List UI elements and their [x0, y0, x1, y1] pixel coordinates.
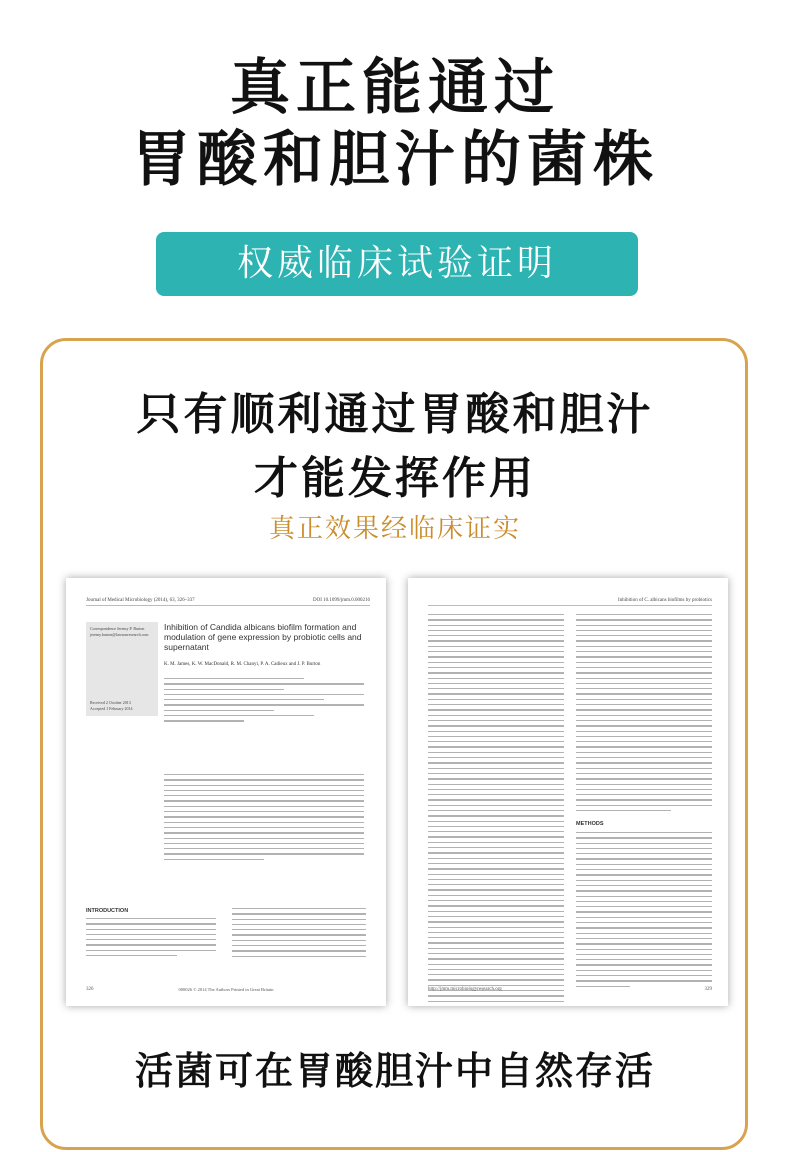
running-title: Inhibition of C. albicans biofilms by probiotics	[617, 598, 712, 603]
sidebar-box	[86, 622, 158, 716]
affiliations-text	[164, 678, 364, 722]
intro-heading: INTRODUCTION	[86, 908, 129, 914]
dates	[90, 700, 154, 712]
body-column-2	[232, 908, 366, 957]
journal-url: http://jmm.microbiologyresearch.org	[428, 987, 502, 992]
card-line-2: 才能发挥作用	[254, 453, 536, 504]
article-title: Inhibition of Candida albicans biofilm formation and modulation of gene expression by probiotic cells and supernatant	[164, 622, 362, 652]
copyright-line: 000026 © 2014 The Authors Printed in Great Britain	[178, 987, 274, 992]
doi: DOI 10.1099/jmm.0.000216	[313, 598, 370, 603]
correspondence: Correspondence Jeremy P. Burton jeremy.burton@lawsonresearch.com	[90, 626, 149, 637]
article-authors: K. M. James, K. W. MacDonald, R. M. Chanyi, P. A. Cadieux and J. P. Burton	[164, 662, 321, 667]
paper-page-right	[408, 578, 728, 1006]
paper-header	[86, 598, 370, 606]
card-note: 真正效果经临床证实	[268, 514, 521, 544]
methods-heading: METHODS	[576, 821, 604, 827]
page-number: 326	[86, 987, 94, 992]
headline-line-1: 真正能通过	[230, 53, 560, 123]
page-footer	[428, 987, 712, 992]
abstract-text	[164, 774, 364, 860]
paper-page-left	[66, 578, 386, 1006]
bottom-caption: 活菌可在胃酸胆汁中自然存活	[134, 1049, 655, 1093]
page-number: 329	[704, 987, 712, 992]
accepted-date: Accepted 1 February 2014	[90, 706, 133, 711]
headline-line-2: 胃酸和胆汁的菌株	[131, 125, 659, 195]
body-column-1	[86, 918, 216, 956]
body-column-2	[576, 614, 712, 811]
journal-name: Journal of Medical Microbiology (2014), 63, 326–337	[86, 598, 195, 603]
methods-text	[576, 832, 712, 987]
clinical-trial-banner: 权威临床试验证明	[156, 232, 638, 296]
card-line-1: 只有顺利通过胃酸和胆汁	[136, 389, 654, 440]
paper-header	[428, 598, 712, 606]
received-date: Received 2 October 2013	[90, 700, 131, 705]
body-column-1	[428, 614, 564, 1006]
